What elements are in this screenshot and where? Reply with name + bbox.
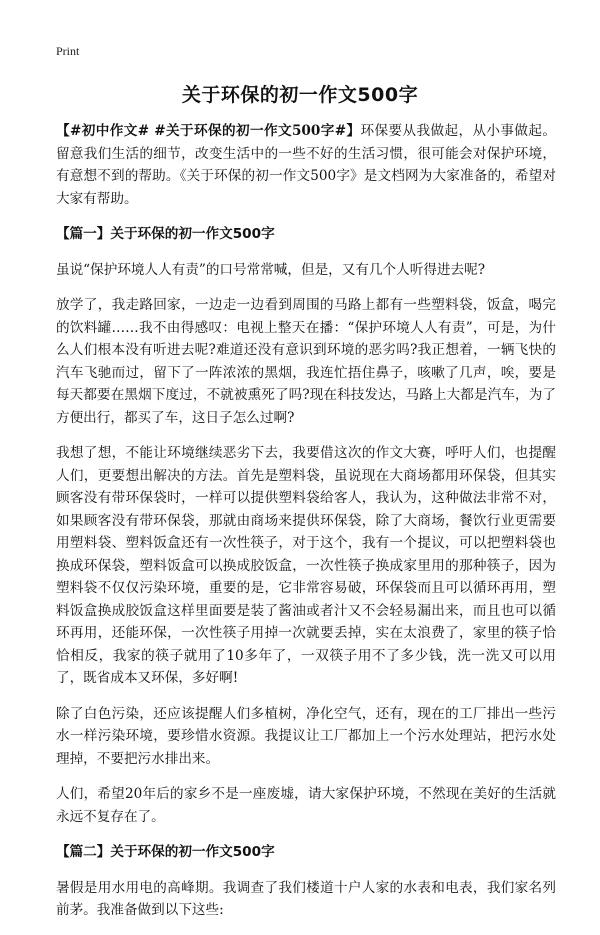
intro-paragraph	[56, 120, 556, 210]
article-body	[56, 120, 556, 935]
section-heading-1: 【篇一】关于环保的初一作文500字	[56, 226, 275, 242]
page-title: 关于环保的初一作文500字	[181, 84, 419, 106]
section1-paragraph-1: 虽说“保护环境人人有责”的口号常常喊，但是，又有几个人听得进去呢?	[56, 261, 485, 278]
intro-text: 环保要从我做起，从小事做起。留意我们生活的细节，改变生活中的一些不好的生活习惯，很可能会对保护环境，有意想不到的帮助。《关于环保的初一作文500字》是文档网为大家准备的，希望对大家有帮助。	[56, 123, 556, 207]
section1-paragraph-5: 人们，希望20年后的家乡不是一座废墟，请大家保护环境，不然现在美好的生活就永远不复存在了。	[56, 786, 556, 825]
intro-tag: 【#初中作文# #关于环保的初一作文500字#】	[56, 123, 361, 139]
section2-paragraph-1: 暑假是用水用电的高峰期。我调查了我们楼道十户人家的水表和电表，我们家名列前茅。我准备做到以下这些:	[56, 879, 556, 918]
section1-paragraph-4: 除了白色污染，还应该提醒人们多植树，净化空气，还有，现在的工厂排出一些污水一样污染环境，要珍惜水资源。我提议让工厂都加上一个污水处理站，把污水处理掉，不要把污水排出来。	[56, 705, 556, 767]
section1-paragraph-3: 我想了想，不能让环境继续恶劣下去，我要借这次的作文大赛，呼吁人们，也提醒人们，更要想出解决的方法。首先是塑料袋，虽说现在大商场都用环保袋，但其实顾客没有带环保袋时，一样可以提供塑料袋给客人，我认为，这种做法非常不对，如果顾客没有带环保袋，那就由商场来提供环保袋，除了大商场，餐饮行业更需要用塑料袋、塑料饭盒还有一次性筷子，对于这个，我有一个提议，可以把塑料袋也换成环保袋，塑料饭盒可以换成胶饭盒，一次性筷子换成家里用的那种筷子，因为塑料袋不仅仅污染环境，重要的是，它非常容易破，环保袋而且可以循环再用，塑料饭盒换成胶饭盒这样里面要是装了酱油或者汁又不会轻易漏出来，而且也可以循环再用，还能环保，一次性筷子用掉一次就要丢掉，实在太浪费了，家里的筷子恰恰相反，我家的筷子就用了10多年了，一双筷子用不了多少钱，洗一洗又可以用了，既省成本又环保，多好啊!	[56, 445, 556, 686]
section-heading-2: 【篇二】关于环保的初一作文500字	[56, 844, 275, 860]
print-link[interactable]: Print	[56, 44, 80, 58]
section1-paragraph-2: 放学了，我走路回家，一边走一边看到周围的马路上都有一些塑料袋，饭盒，喝完的饮料罐……我不由得感叹：电视上整天在播：“保护环境人人有责”，可是，为什么人们根本没有听进去呢?难道还没有意识到环境的恶劣吗?我正想着，一辆飞快的汽车飞驰而过，留下了一阵浓浓的黑烟，我连忙捂住鼻子，咳嗽了几声，唉，要是每天都要在黑烟下度过，不就被熏死了吗?现在科技发达，马路上大都是汽车，为了方便出行，都买了车，这日子怎么过啊?	[56, 297, 556, 426]
